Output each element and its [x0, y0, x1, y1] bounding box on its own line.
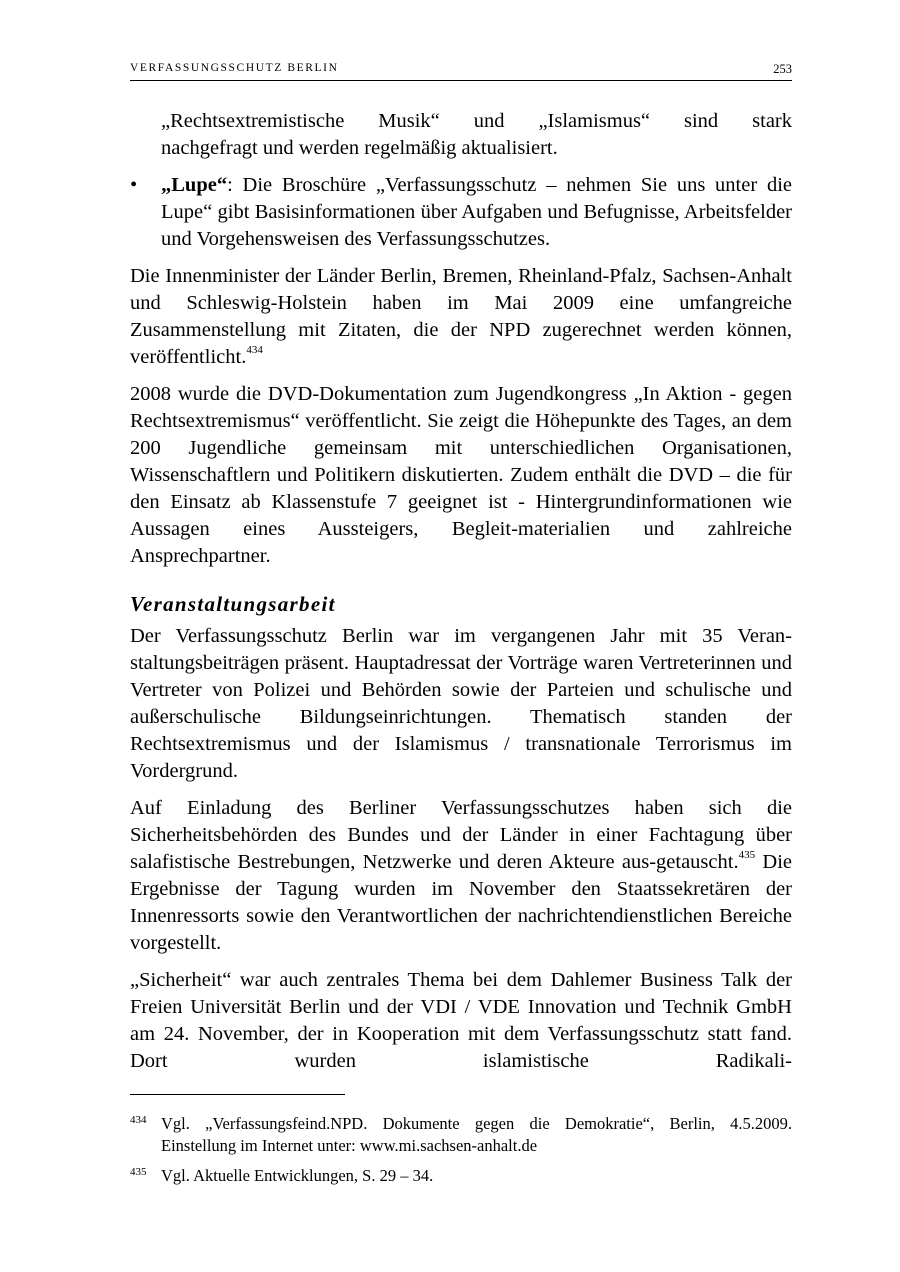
paragraph-text: Auf Einladung des Berliner Verfassungsschutzes haben sich die Sicherheitsbehörden des Bundes und der Länder in einer Fachtagung über salafistische Bestrebungen, Netzwerke und deren Akteure aus-getauscht. — [130, 797, 792, 873]
footnote-text: Vgl. Aktuelle Entwicklungen, S. 29 – 34. — [161, 1166, 434, 1185]
running-header — [130, 62, 792, 81]
running-title: VERFASSUNGSSCHUTZ BERLIN — [130, 62, 339, 74]
paragraph-text: Die Innenminister der Länder Berlin, Bremen, Rheinland-Pfalz, Sachsen-Anhalt und Schleswig-Holstein haben im Mai 2009 eine umfangreiche Zusammenstellung mit Zitaten, die der NPD zugerechnet werden können, veröffentlicht. — [130, 265, 792, 368]
footnote-ref: 434 — [246, 344, 263, 357]
footnote-number: 434 — [130, 1114, 147, 1126]
paragraph-text: Die Ergebnisse der Tagung wurden im November den Staatssekretären der Innenressorts sowie den Verantwortlichen der nachrichtendienstlichen Bereiche vorgestellt. — [130, 851, 792, 954]
paragraph — [130, 263, 792, 371]
page-number: 253 — [773, 62, 792, 76]
paragraph: Der Verfassungsschutz Berlin war im vergangenen Jahr mit 35 Veran-staltungsbeiträgen präsent. Hauptadressat der Vorträge waren Vertreterinnen und Vertreter von Polizei und Behörden sowie der Parteien und schulische und außerschulische Bildungseinrichtungen. Thematisch standen der Rechtsextremismus und der Islamismus / transnationale Terrorismus im Vordergrund. — [130, 625, 792, 782]
paragraph: 2008 wurde die DVD-Dokumentation zum Jugendkongress „In Aktion - gegen Rechtsextremismus“ veröffentlicht. Sie zeigt die Höhepunkte des Tages, an dem 200 Jugendliche gemeinsam mit unterschiedlichen Organisationen, Wissenschaftlern und Politikern diskutierten. Zudem enthält die DVD – die für den Einsatz ab Klassenstufe 7 geeignet ist - Hintergrundinformationen wie Aussagen eines Aussteigers, Begleit-materialien und zahlreiche Ansprechpartner. — [130, 383, 792, 567]
continuation-line-2: nachgefragt und werden regelmäßig aktualisiert. — [161, 137, 558, 159]
bullet-title: „Lupe“ — [161, 174, 228, 196]
bullet-item-lupe — [130, 172, 792, 253]
paragraph: „Sicherheit“ war auch zentrales Thema bei dem Dahlemer Business Talk der Freien Universität Berlin und der VDI / VDE Innovation und Technik GmbH am 24. November, der in Kooperation mit dem Verfassungsschutz statt fand. Dort wurden islamistische Radikali- — [130, 969, 792, 1072]
bullet-continuation — [161, 108, 792, 162]
continuation-line-1: „Rechtsextremistische Musik“ und „Islamismus“ sind stark — [161, 110, 792, 132]
footnote-separator — [130, 1094, 345, 1095]
bullet-text: : Die Broschüre „Verfassungsschutz – nehmen Sie uns unter die Lupe“ gibt Basisinformationen über Aufgaben und Befugnisse, Arbeitsfelder und Vorgehensweisen des Verfassungsschutzes. — [161, 174, 792, 250]
footnote-text: Vgl. „Verfassungsfeind.NPD. Dokumente gegen die Demokratie“, Berlin, 4.5.2009. Einstellung im Internet unter: www.mi.sachsen-anhalt.de — [161, 1114, 792, 1155]
footnote — [130, 1113, 792, 1157]
footnote-number: 435 — [130, 1166, 147, 1178]
main-text — [130, 108, 792, 1075]
footnotes — [130, 1113, 792, 1195]
section-heading: Veranstaltungsarbeit — [130, 592, 336, 616]
bullet-icon: • — [130, 174, 138, 196]
footnote-ref: 435 — [738, 849, 756, 862]
paragraph — [130, 795, 792, 957]
footnote — [130, 1165, 792, 1187]
